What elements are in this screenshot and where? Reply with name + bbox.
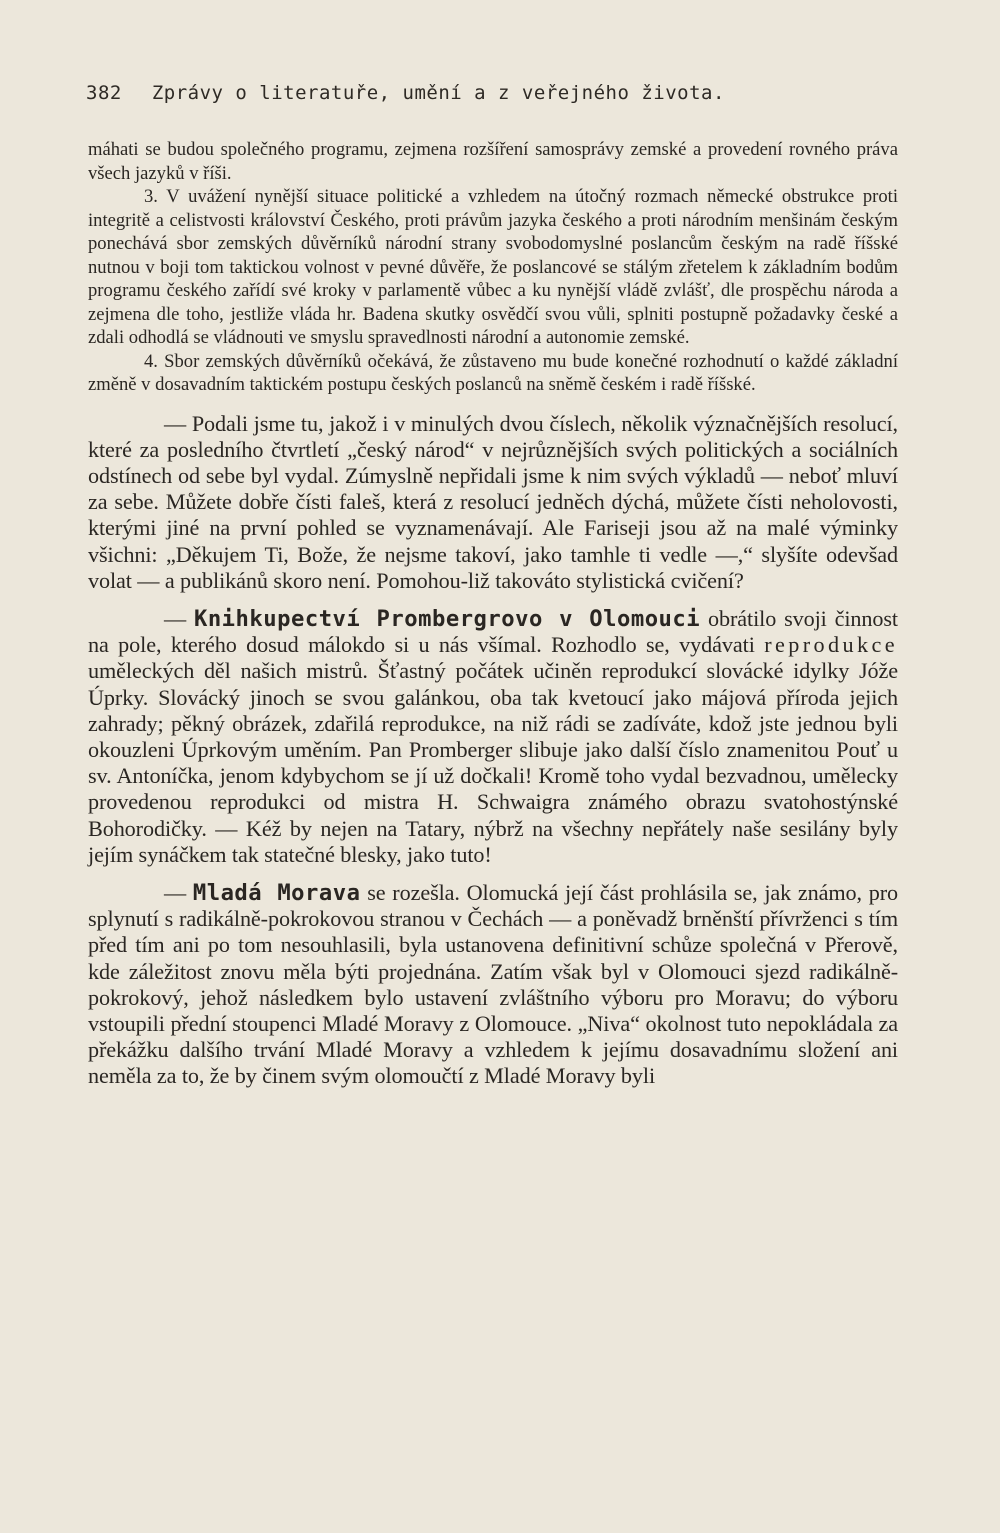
commentary-paragraph: — Podali jsme tu, jakož i v minulých dvou číslech, několik význačnějších resolucí, které za posledního čtvrtletí „český národ“ v nejrůznějších svých politických a sociálních odstínech od sebe byl vydal. Zúmyslně nepřidali jsme k nim svých výkladů — neboť mluví za sebe. Můžete dobře čísti faleš, která z resolucí jedněch dýchá, můžete čísti neholovosti, kterými jiné na první pohled se vyznamenávají. Ale Fariseji jsou až na malé výminky všichni: „Děkujem Ti, Bože, že nejsme takoví, jako tamhle ti vedle —,“ slyšíte odevšad volat — a publikánů skoro není. Pomohou-liž takováto stylistická cvičení? xyxy=(88,410,898,593)
news-block xyxy=(88,411,898,1090)
running-header xyxy=(86,82,725,104)
page-number: 382 xyxy=(86,82,122,104)
running-title: Zprávy o literatuře, umění a z veřejného života. xyxy=(151,82,725,104)
mlada-morava-paragraph xyxy=(88,880,898,1090)
prombergrovo-dash: — xyxy=(164,605,194,631)
mlada-morava-heading: Mladá Morava xyxy=(192,879,361,906)
continuation-paragraph: máhati se budou společného programu, zejmena rozšíření samosprávy zemské a provedení rovného práva všech jazyků v říši. xyxy=(88,139,898,184)
resolution-3-paragraph: 3. V uvážení nynější situace politické a vzhledem na útočný rozmach německé obstrukce proti integritě a celistvosti království Českého, proti právům jazyka českého a proti národním menšinám českým ponechává sbor zemských důvěrníků národní strany svobodomyslné poslancům českým na radě říšské nutnou v boji tom taktickou volnost v pevné důvěře, že poslancové se stálým zřetelem k základním bodům programu českého zařídí své kroky v parlamentě vůbec a ku nynější vládě zvlášť, dle prospěchu národa a zejmena dle toho, jestliže vláda hr. Badena skutky osvědčí svou vůli, splniti postupně požadavky české a zdali odhodlá se vládnouti ve smyslu spravedlnosti národní a autonomie zemské. xyxy=(88,186,898,348)
mlada-morava-text: se rozešla. Olomucká její část prohlásila se, jak známo, pro splynutí s radikálně-pokrokovou stranou v Čechách — a poněvadž brněnští přívrženci s tím před tím ani po tom nesouhlasili, byla ustanovena definitivní schůze společná v Přerově, kde záležitost znovu měla býti projednána. Zatím však byl v Olomouci sjezd radikálně-pokrokový, jehož následkem bylo ustavení zvláštního výboru pro Moravu; do výboru vstoupili přední stoupenci Mladé Moravy z Olomouce. „Niva“ okolnost tuto nepokládala za překážku dalšího trvání Mladé Moravy a vzhledem k jejímu dosavadnímu složení ani neměla za to, že by činem svým olomoučtí z Mladé Moravy byli xyxy=(88,879,899,1089)
resolution-4-paragraph: 4. Sbor zemských důvěrníků očekává, že zůstaveno mu bude konečné rozhodnutí o každé základní změně v dosavadním taktickém postupu českých poslanců na sněmě českém i radě říšské. xyxy=(88,350,898,395)
page-body xyxy=(88,138,898,1090)
prombergrovo-text-a: obrátilo svoji činnost na pole, kterého dosud málokdo si u nás všímal. Rozhodlo se, vydávati xyxy=(88,605,898,658)
resolutions-block xyxy=(88,138,898,397)
prombergrovo-text-b: uměleckých děl našich mistrů. Šťastný počátek učiněn reprodukcí slovácké idylky Jóže Úprky. Slovácký jinoch se svou galánkou, oba tak kvetoucí jako májová příroda jejich zahrady; pěkný obrázek, zdařilá reprodukce, na niž rádi se zadíváte, kdož jste jednou byli okouzleni Úprkovým uměním. Pan Promberger slibuje jako další číslo znamenitou Pouť u sv. Antoníčka, jenom kdybychom se jí už dočkali! Kromě toho vydal bezvadnou, umělecky provedenou reprodukci od mistra H. Schwaigra známého obrazu svatohostýnské Bohorodičky. — Kéž by nejen na Tatary, nýbrž na všechny nepřátely naše sesilány byly jejím synáčkem tak statečné blesky, jako tuto! xyxy=(88,658,898,867)
mlada-morava-dash: — xyxy=(164,879,193,905)
prombergrovo-emphasis: reprodukce xyxy=(764,632,898,658)
prombergrovo-paragraph xyxy=(88,606,898,868)
prombergrovo-heading: Knihkupectví Prombergrovo v Olomouci xyxy=(193,605,701,632)
